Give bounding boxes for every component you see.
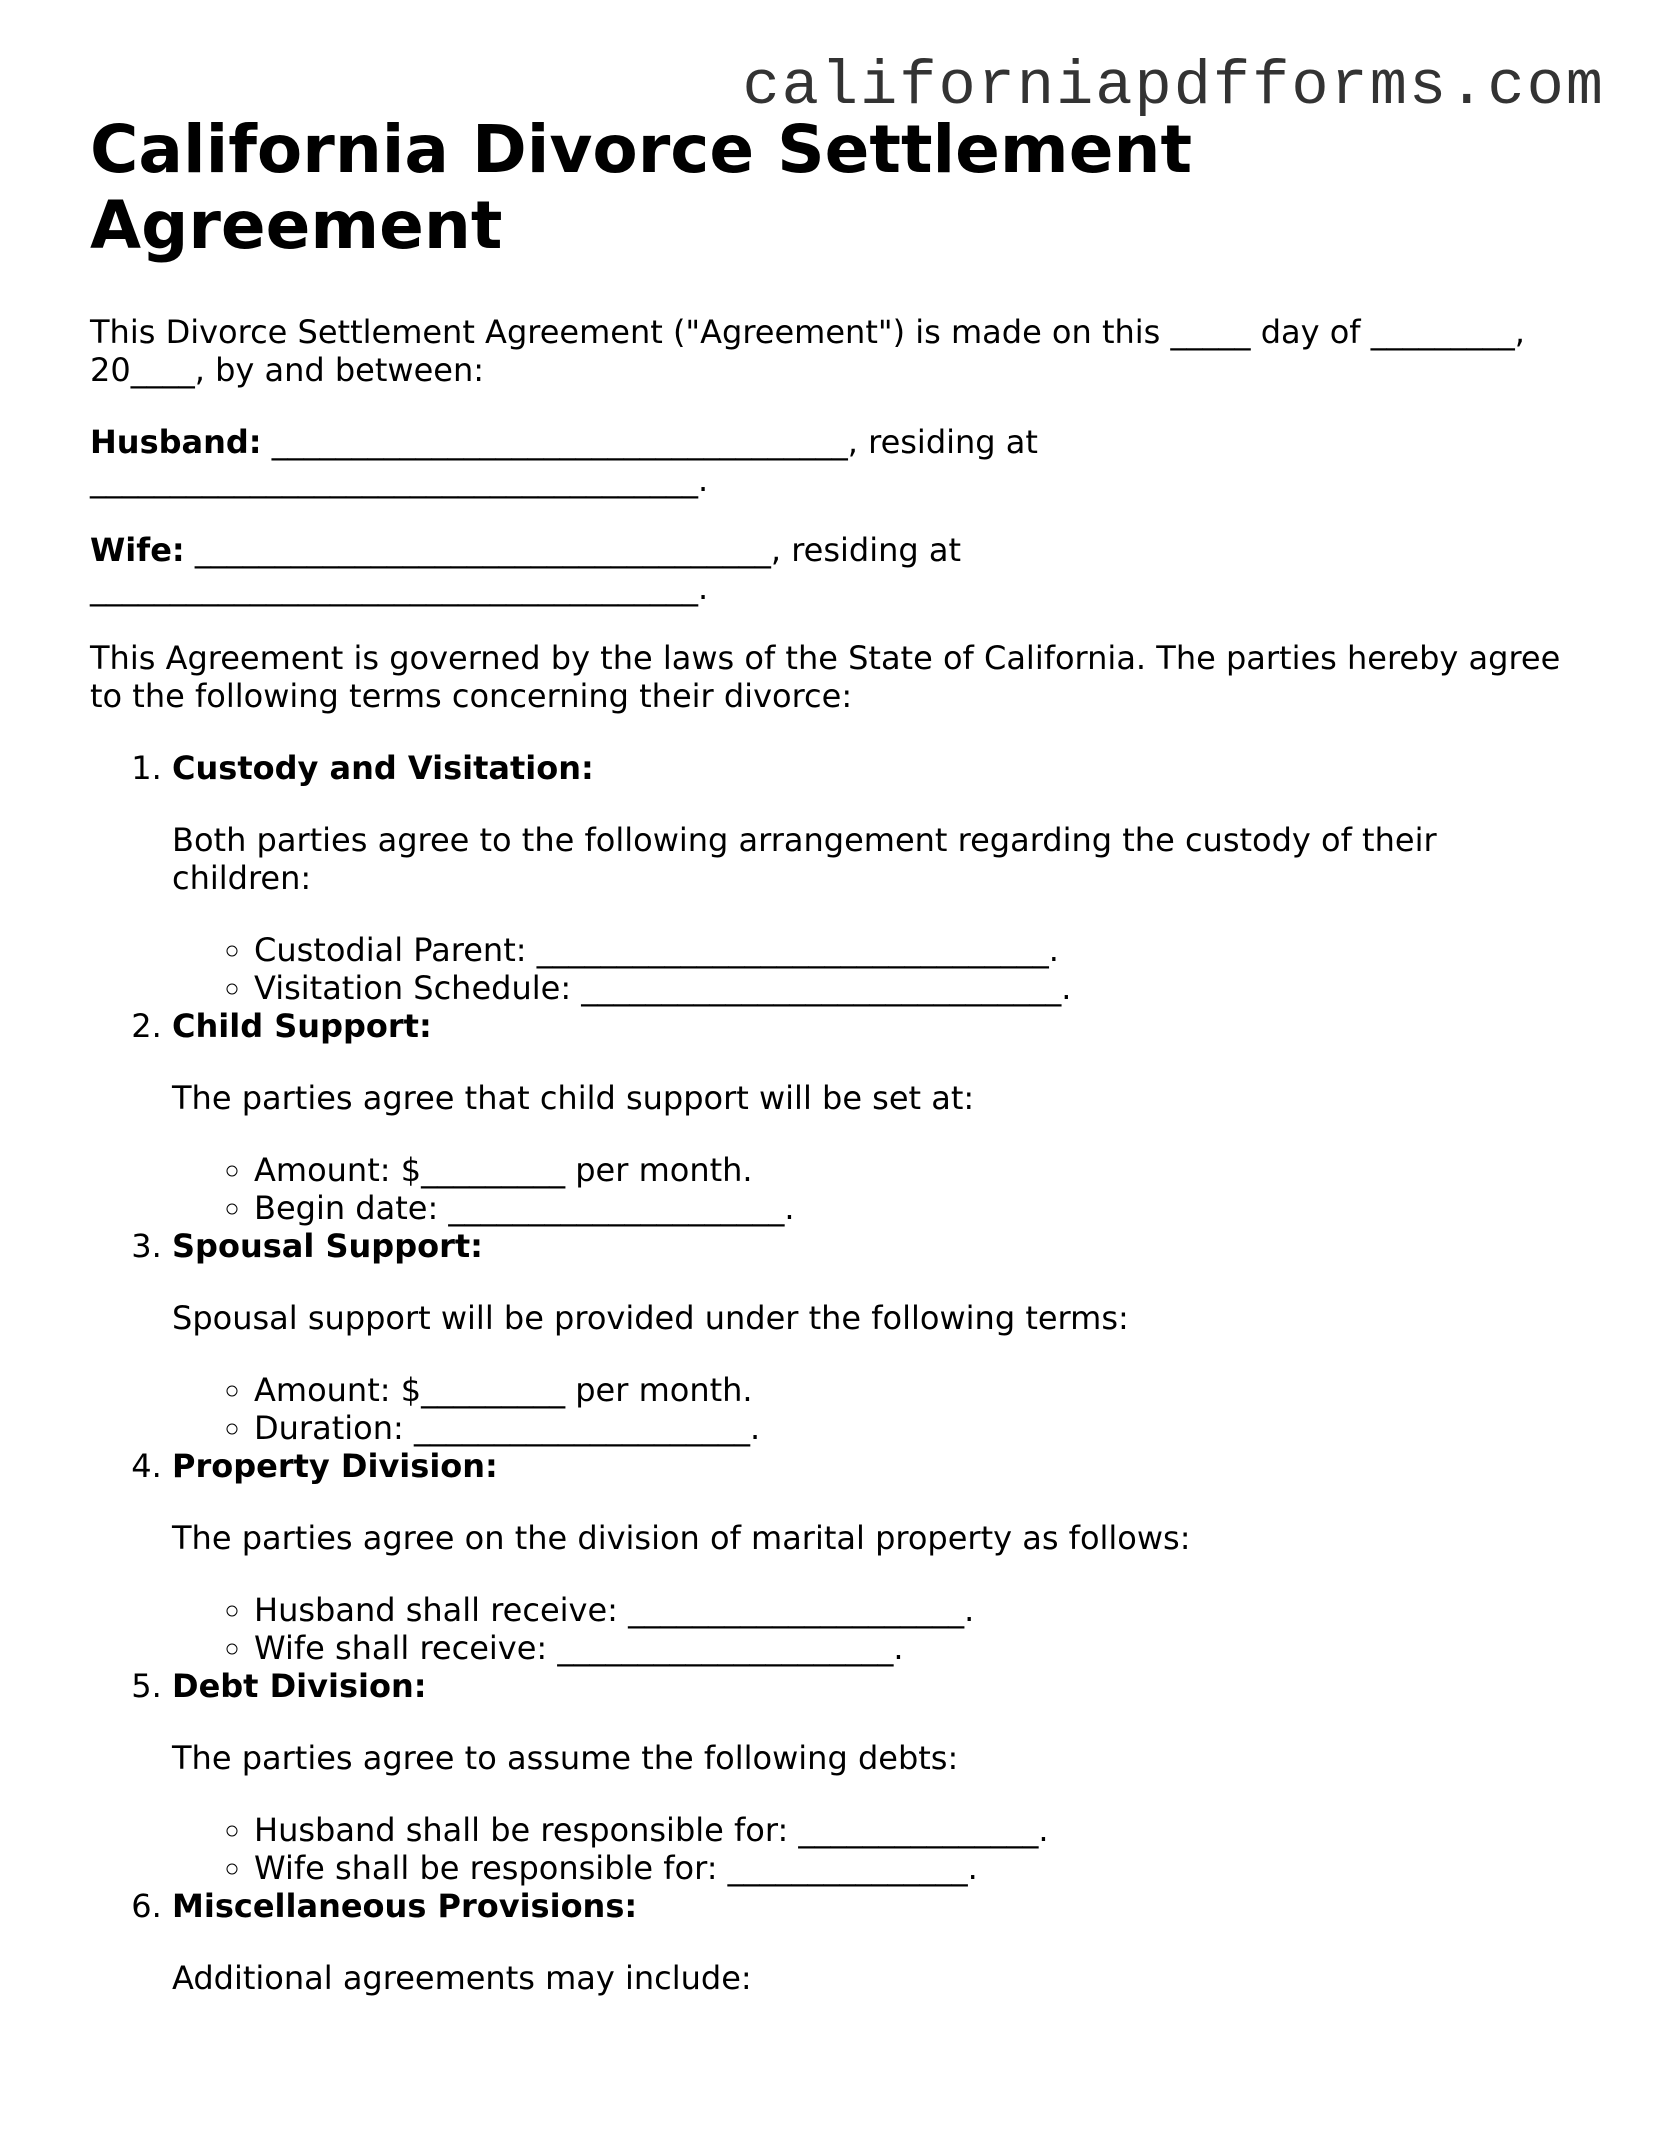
section-items bbox=[172, 1811, 1570, 1887]
list-item: ◦ Custodial Parent: ________________________________. bbox=[254, 931, 1570, 969]
document-body bbox=[90, 313, 1570, 2031]
husband-label: Husband: bbox=[90, 423, 262, 461]
section-description: The parties agree that child support will be set at: bbox=[172, 1079, 975, 1117]
section-items bbox=[172, 1591, 1570, 1667]
husband-text: ____________________________________, residing at ______________________________________. bbox=[90, 423, 1038, 499]
section-title: Child Support: bbox=[172, 1007, 432, 1045]
section-title: Debt Division: bbox=[172, 1667, 427, 1705]
wife-label: Wife: bbox=[90, 531, 185, 569]
husband-line bbox=[90, 423, 1570, 499]
section-property-division bbox=[172, 1447, 1570, 1667]
section-title: Spousal Support: bbox=[172, 1227, 483, 1265]
governing-law-paragraph: This Agreement is governed by the laws of the State of California. The parties hereby agree to the following terms concerning their divorce: bbox=[90, 639, 1561, 715]
list-item: ◦ Visitation Schedule: ______________________________. bbox=[254, 969, 1570, 1007]
section-title: Property Division: bbox=[172, 1447, 498, 1485]
section-items bbox=[172, 1151, 1570, 1227]
section-items bbox=[172, 1371, 1570, 1447]
list-item: ◦ Duration: _____________________. bbox=[254, 1409, 1570, 1447]
list-item: ◦ Wife shall be responsible for: _______________. bbox=[254, 1849, 1570, 1887]
list-item: ◦ Wife shall receive: _____________________. bbox=[254, 1629, 1570, 1667]
section-debt-division bbox=[172, 1667, 1570, 1887]
section-description: The parties agree on the division of marital property as follows: bbox=[172, 1519, 1191, 1557]
watermark: californiapdfforms.com bbox=[742, 51, 1605, 122]
sections-list bbox=[90, 749, 1570, 1997]
section-spousal-support bbox=[172, 1227, 1570, 1447]
list-item: ◦ Husband shall be responsible for: _______________. bbox=[254, 1811, 1570, 1849]
page-title: California Divorce Settlement Agreement bbox=[90, 111, 1192, 264]
list-item: ◦ Amount: $_________ per month. bbox=[254, 1151, 1570, 1189]
section-items bbox=[172, 931, 1570, 1007]
section-title: Custody and Visitation: bbox=[172, 749, 594, 787]
list-item: ◦ Amount: $_________ per month. bbox=[254, 1371, 1570, 1409]
section-title: Miscellaneous Provisions: bbox=[172, 1887, 638, 1925]
section-description: Spousal support will be provided under the following terms: bbox=[172, 1299, 1129, 1337]
section-child-support bbox=[172, 1007, 1570, 1227]
section-description: Both parties agree to the following arrangement regarding the custody of their children: bbox=[172, 821, 1437, 897]
intro-paragraph: This Divorce Settlement Agreement ("Agreement") is made on this _____ day of _________, 20____, by and between: bbox=[90, 313, 1525, 389]
wife-line bbox=[90, 531, 1570, 607]
section-miscellaneous bbox=[172, 1887, 1570, 1997]
list-item: ◦ Begin date: _____________________. bbox=[254, 1189, 1570, 1227]
section-description: The parties agree to assume the following debts: bbox=[172, 1739, 959, 1777]
list-item: ◦ Husband shall receive: _____________________. bbox=[254, 1591, 1570, 1629]
section-custody bbox=[172, 749, 1570, 1007]
section-description: Additional agreements may include: bbox=[172, 1959, 752, 1997]
wife-text: ____________________________________, residing at ______________________________________. bbox=[90, 531, 962, 607]
